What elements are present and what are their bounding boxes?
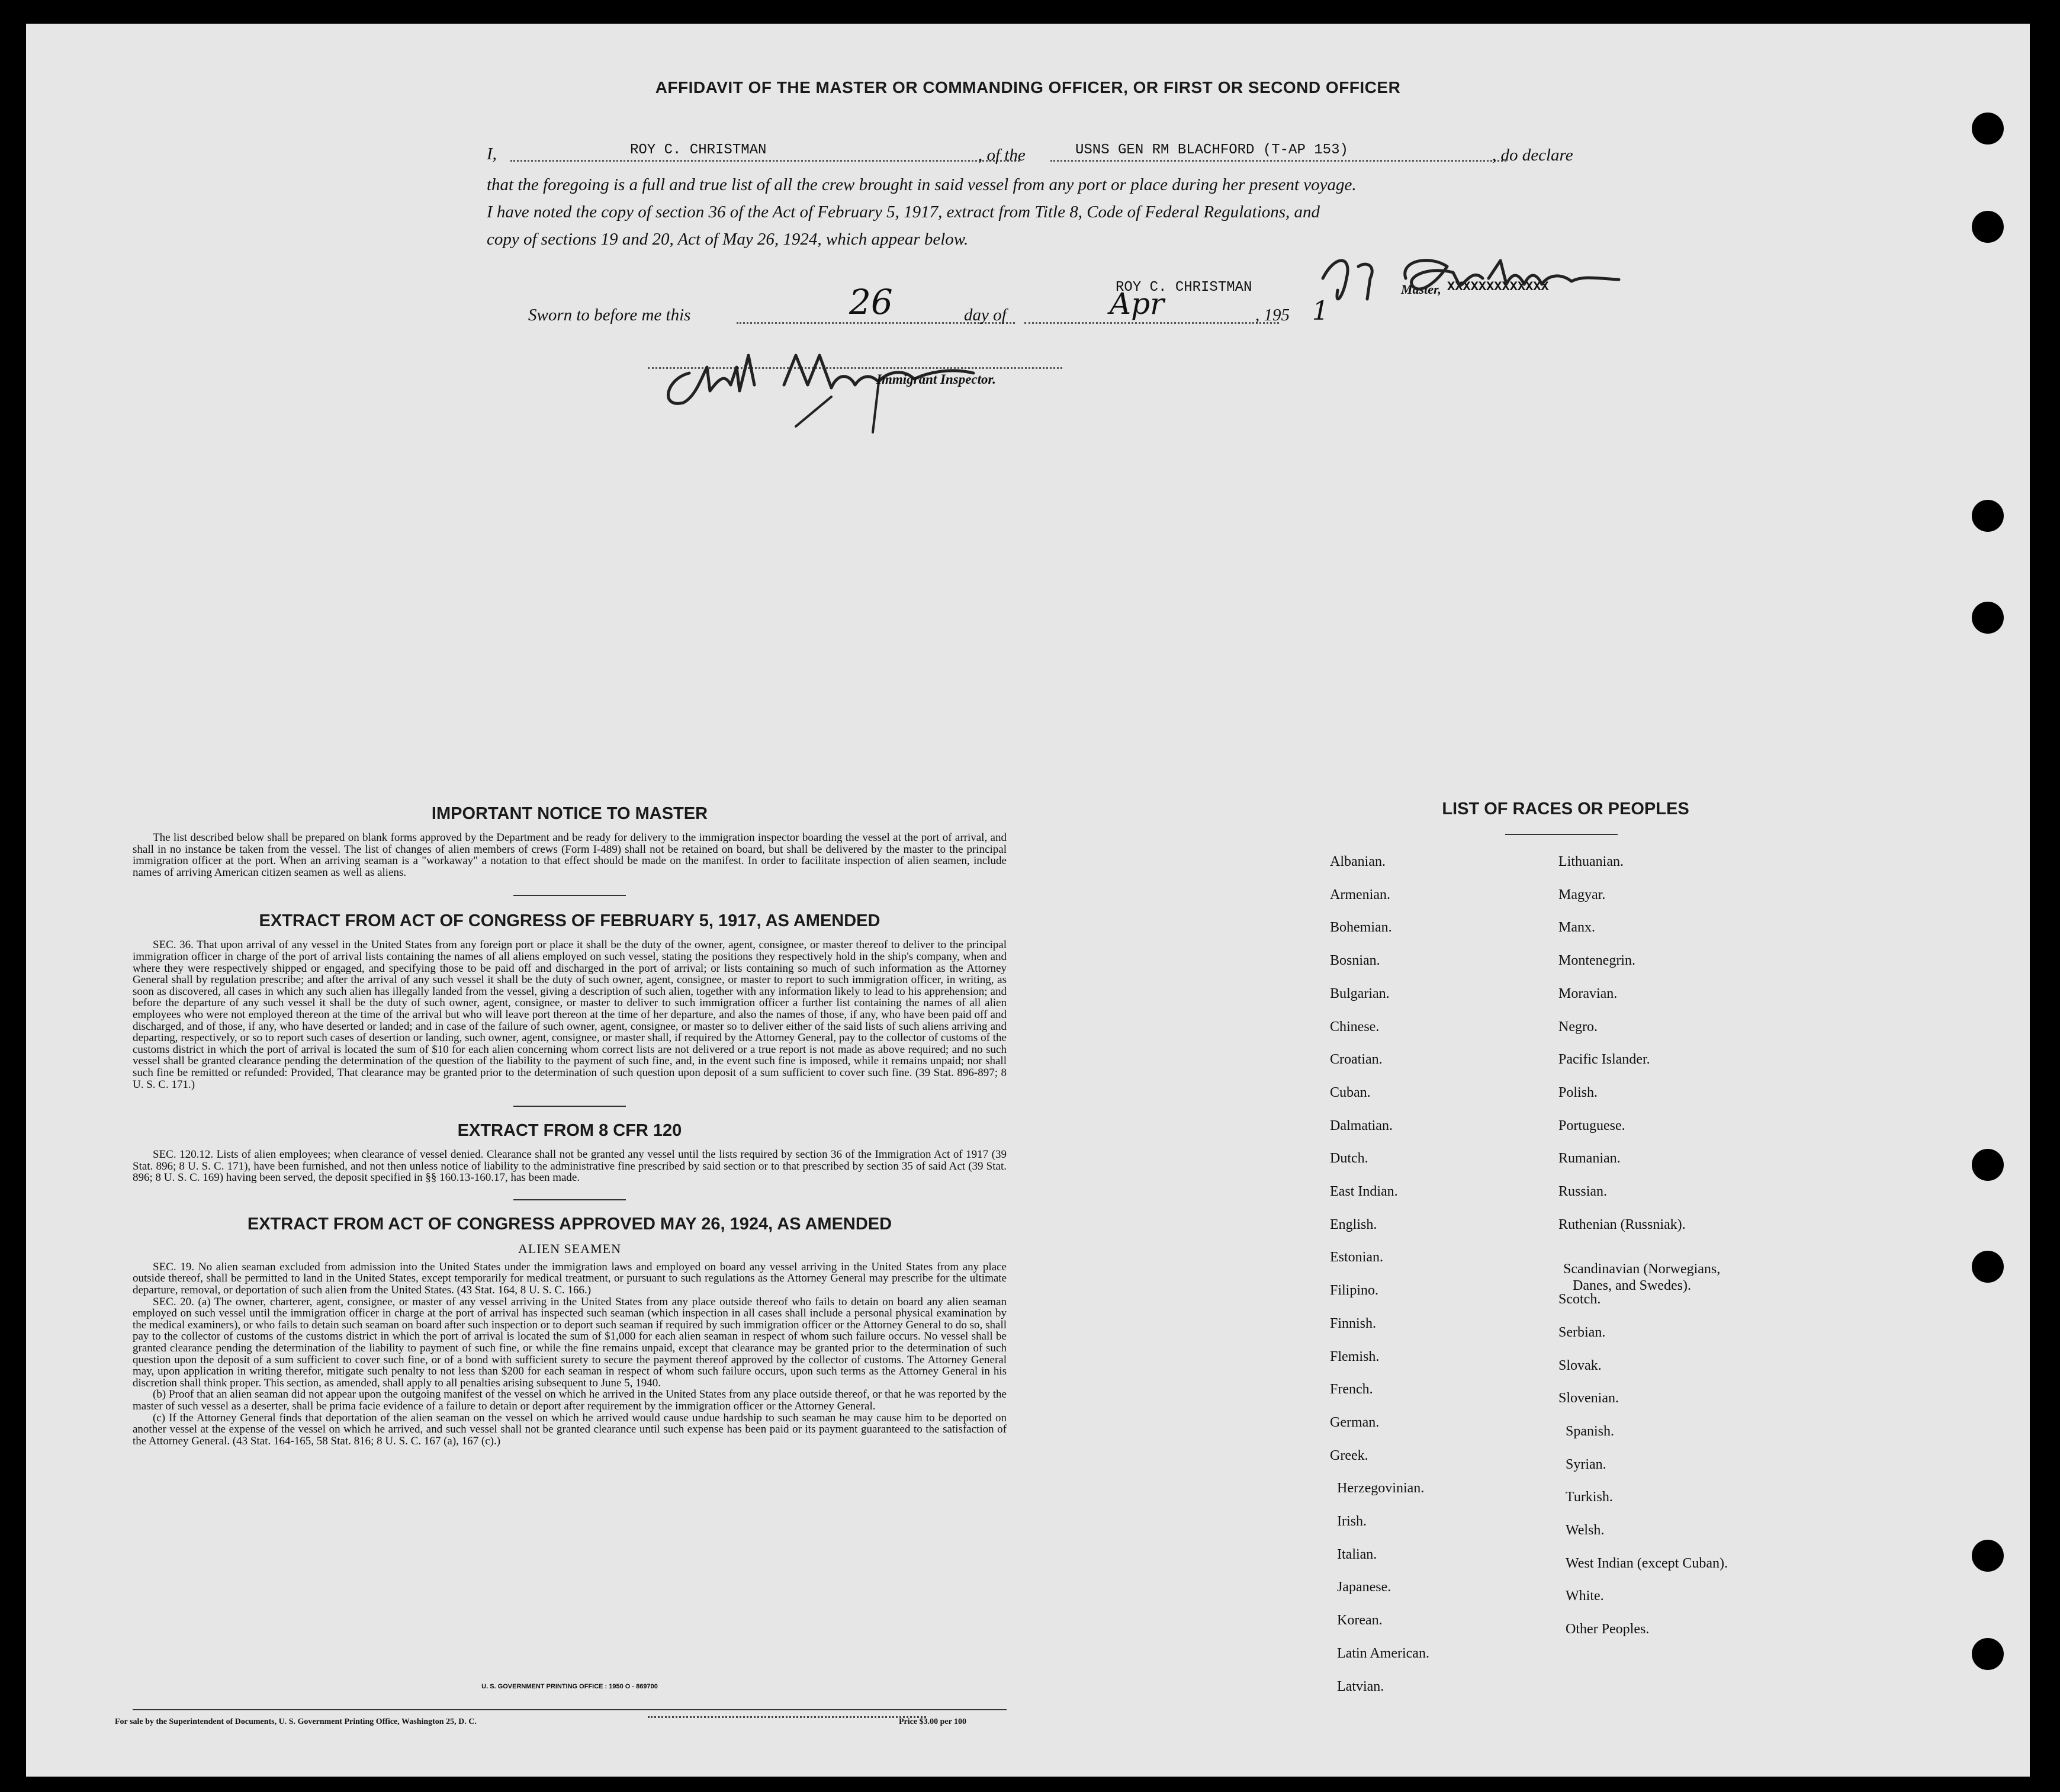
signer-typed: ROY C. CHRISTMAN xyxy=(1116,280,1252,296)
punch-hole-icon xyxy=(1972,500,2004,532)
vessel-line xyxy=(1050,160,1506,162)
race-item: Flemish. xyxy=(1330,1348,1380,1364)
sworn-label: Sworn to before me this xyxy=(528,306,691,325)
race-item: Bohemian. xyxy=(1330,920,1392,936)
race-item: Latin American. xyxy=(1337,1645,1429,1661)
extract-1924-title: EXTRACT FROM ACT OF CONGRESS APPROVED MAY 26, 1924, AS AMENDED xyxy=(247,1214,892,1234)
master-signature-icon xyxy=(1311,243,1643,320)
punch-hole-icon xyxy=(1972,602,2004,634)
do-declare-label: , do declare xyxy=(1492,146,1573,165)
divider xyxy=(513,1199,626,1200)
sec-20a: SEC. 20. (a) The owner, charterer, agent, consignee, or master of any vessel arriving in the United States from any place outside thereof who fails to detain on board any alien seaman employed on such vessel until the immigration officer in charge at the port of arrival has inspected such seaman (which inspection in all cases shall include a personal physical examination by the medical examiners), or who fails to detain such seaman on board after such inspection or to deport such seaman if required by such immigration officer or the Attorney General to do so, shall pay to the collector of customs of the customs district in which the port of arrival is located the sum of $1,000 for each alien seaman in respect of whom such failure occurs. No vessel shall be granted clearance pending the determination of the liability to payment of such fine, or while the fine remains unpaid, except that clearance may be granted prior to the determination of such question upon the deposit of a sum sufficient to cover such fine, or of a bond with sufficient surety to secure the payment thereof approved by the collector of customs. The Attorney General may, upon application in writing therefor, mitigate such penalty to not less than $200 for each seaman in respect of whom such failure occurs, upon such terms as the Attorney General in his discretion shall think proper. This section, as amended, shall apply to all penalties arising subsequent to June 5, 1940. xyxy=(133,1295,1007,1389)
race-item: Welsh. xyxy=(1566,1523,1605,1538)
i-label: I, xyxy=(487,144,497,163)
vessel-name-typed: USNS GEN RM BLACHFORD (T-AP 153) xyxy=(1075,142,1348,158)
sec-19: SEC. 19. No alien seaman excluded from admission into the United States under the immigration laws and employed on board any vessel arriving in the United States from any place outside thereof, shall be permitted to land in the United States, except temporarily for medical treatment, or pursuant to such regulations as the Attorney General may prescribe for the ultimate departure, removal, or deportation of such alien from the United States. (43 Stat. 164, 8 U. S. C. 166.) xyxy=(133,1260,1007,1297)
race-item: Korean. xyxy=(1337,1613,1383,1629)
footer-left: For sale by the Superintendent of Documents, U. S. Government Printing Office, Washington 25, D. C. xyxy=(115,1717,477,1726)
race-item: Latvian. xyxy=(1337,1678,1384,1694)
sworn-day-handwritten: 26 xyxy=(849,282,893,322)
cfr-text: Lists of alien employees; when clearance of vessel denied. Clearance shall not be granted any vessel until the lists required by section 36 of the Immigration Act of 1917 (39 Stat. 896; 8 U. S. C. 171), have been furnished, and not then unless notice of liability to the administrative fine prescribed by said section or to that prescribed by section 35 of said Act (39 Stat. 896; 8 U. S. C. 169) having been served, the deposit specified in §§ 160.13-160.17, has been made. xyxy=(133,1148,1007,1184)
race-item: Montenegrin. xyxy=(1558,953,1635,969)
race-item: East Indian. xyxy=(1330,1184,1398,1199)
race-item: Estonian. xyxy=(1330,1250,1383,1266)
race-item: Pacific Islander. xyxy=(1558,1052,1650,1068)
extract-1917-text: That upon arrival of any vessel in the United States from any foreign port or place it shall be the duty of the owner, agent, consignee, or master thereof to deliver to the principal immigration officer in charge of the port of arrival lists containing the names of all aliens employed on such vessel, stating the positions they respectively hold in the ship's company, when and where they were respectively shipped or engaged, and specifying those to be paid off and discharged in the port of arrival; or lists containing so much of such information as the Attorney General shall by regulation prescribe; and after the arrival of any such vessel it shall be the duty of such owner, agent, consignee, or master to report to such immigration officer, in writing, as soon as discovered, all cases in which any such alien has illegally landed from the vessel, giving a description of such alien, together with any information likely to lead to his apprehension; and before the departure of any such vessel it shall be the duty of such owner, agent, consignee, or master to deliver to such immigration officer a further list containing the names of all alien employees who were not employed thereon at the time of the arrival but who will leave port thereon at the time of her departure, and also the names of those, if any, who have been paid off and discharged, and of those, if any, who have deserted or landed; and in case of the failure of such owner, agent, consignee, or master so to deliver either of the said lists of such aliens arriving and departing, respectively, or so to report such cases of desertion or landing, such owner, agent, consignee, or master shall, if required by the Attorney General, pay to the collector of customs of the customs district in which the port of arrival is located the sum of $10 for each alien concerning whom correct lists are not delivered or a true report is not made as above required; and no such vessel shall be granted clearance pending the determination of the question of the liability to the payment of such fine, and, in the event such fine is imposed, while it remains unpaid; nor shall such fine be remitted or refunded: Provided, That clearance may be granted prior to the determination of such question upon deposit of a sum sufficient to cover such fine. (39 Stat. 896-897; 8 U. S. C. 171.) xyxy=(133,939,1007,1091)
race-item: Manx. xyxy=(1558,920,1595,936)
race-item: Slovak. xyxy=(1558,1357,1602,1373)
race-item: Japanese. xyxy=(1337,1579,1391,1595)
race-item: Danes, and Swedes). xyxy=(1573,1278,1691,1293)
race-item: Rumanian. xyxy=(1558,1151,1621,1167)
race-item: Greek. xyxy=(1330,1447,1368,1463)
race-item: Bulgarian. xyxy=(1330,985,1390,1001)
race-item: Scandinavian (Norwegians, xyxy=(1563,1261,1721,1277)
year-handwritten: 1 xyxy=(1312,296,1329,326)
notice-title: IMPORTANT NOTICE TO MASTER xyxy=(431,804,708,823)
cfr-title: EXTRACT FROM 8 CFR 120 xyxy=(457,1121,682,1141)
punch-hole-icon xyxy=(1972,1540,2004,1572)
race-item: Moravian. xyxy=(1558,985,1618,1001)
race-item: Cuban. xyxy=(1330,1084,1371,1100)
declaration-line-2: that the foregoing is a full and true list of all the crew brought in said vessel from any port or place during her present voyage. xyxy=(487,175,1357,194)
extract-1917-body xyxy=(133,939,1007,1090)
punch-hole-icon xyxy=(1972,1149,2004,1181)
race-item: Other Peoples. xyxy=(1566,1621,1650,1637)
race-item: White. xyxy=(1566,1588,1604,1604)
divider xyxy=(513,895,626,896)
document-page xyxy=(26,24,2030,1777)
extract-1917-sec: SEC. 36. xyxy=(153,939,194,952)
race-item: Chinese. xyxy=(1330,1019,1380,1035)
race-item: Dutch. xyxy=(1330,1151,1368,1167)
race-item: Lithuanian. xyxy=(1558,854,1624,869)
race-item: English. xyxy=(1330,1216,1377,1232)
sec-20c: (c) If the Attorney General finds that deportation of the alien seaman on the vessel on which he arrived would cause undue hardship to such seaman he may cause him to be deported on another vessel at the expense of the vessel on which he arrived, and such vessel shall not be granted clearance until such expense has been paid or its payment guaranteed to the satisfaction of the Attorney General. (43 Stat. 164-165, 58 Stat. 816; 8 U. S. C. 167 (a), 167 (c).) xyxy=(133,1411,1007,1447)
inspector-label: Immigrant Inspector. xyxy=(876,372,996,387)
footer-dots xyxy=(648,1716,926,1718)
race-item: Italian. xyxy=(1337,1546,1377,1562)
sworn-month-line xyxy=(1024,322,1279,324)
race-item: Armenian. xyxy=(1330,887,1390,903)
punch-hole-icon xyxy=(1972,211,2004,243)
footer-right: Price $3.00 per 100 xyxy=(899,1717,967,1726)
master-title-struck: XXXXXXXXXXXXX xyxy=(1447,280,1549,294)
race-item: Herzegovinian. xyxy=(1337,1481,1425,1496)
sworn-month-handwritten: Apr xyxy=(1110,287,1165,321)
race-item: Bosnian. xyxy=(1330,953,1380,969)
race-item: West Indian (except Cuban). xyxy=(1566,1555,1728,1571)
gpo-imprint: U. S. GOVERNMENT PRINTING OFFICE : 1950 O - 869700 xyxy=(481,1683,658,1690)
race-item: Filipino. xyxy=(1330,1283,1379,1299)
race-item: German. xyxy=(1330,1414,1380,1430)
race-item: Croatian. xyxy=(1330,1052,1383,1068)
day-of-label: day of xyxy=(964,306,1007,325)
declaration-line-4: copy of sections 19 and 20, Act of May 26, 1924, which appear below. xyxy=(487,230,969,249)
race-item: Russian. xyxy=(1558,1184,1608,1199)
race-item: Polish. xyxy=(1558,1084,1598,1100)
punch-hole-icon xyxy=(1972,1251,2004,1283)
of-the-label: , of the xyxy=(978,146,1026,165)
punch-hole-icon xyxy=(1972,1638,2004,1670)
master-label: Master, xyxy=(1401,282,1441,297)
race-item: Slovenian. xyxy=(1558,1390,1619,1406)
races-title: LIST OF RACES OR PEOPLES xyxy=(1442,799,1689,818)
race-item: Syrian. xyxy=(1566,1456,1606,1472)
races-divider xyxy=(1505,834,1618,835)
race-item: Spanish. xyxy=(1566,1423,1615,1439)
alien-seamen-subtitle: ALIEN SEAMEN xyxy=(518,1241,621,1256)
extract-1917-title: EXTRACT FROM ACT OF CONGRESS OF FEBRUARY 5, 1917, AS AMENDED xyxy=(259,911,880,931)
cfr-sec: SEC. 120.12. xyxy=(153,1148,214,1161)
race-item: Magyar. xyxy=(1558,887,1606,903)
race-item: Portuguese. xyxy=(1558,1117,1625,1133)
cfr-body xyxy=(133,1149,1007,1184)
declaration-line-3: I have noted the copy of section 36 of the Act of February 5, 1917, extract from Title 8, Code of Federal Regulations, and xyxy=(487,203,1320,221)
race-item: Ruthenian (Russniak). xyxy=(1558,1216,1686,1232)
master-name-typed: ROY C. CHRISTMAN xyxy=(630,142,767,158)
affidavit-title: AFFIDAVIT OF THE MASTER OR COMMANDING OFFICER, OR FIRST OR SECOND OFFICER xyxy=(655,78,1401,97)
sec-20b: (b) Proof that an alien seaman did not appear upon the outgoing manifest of the vessel on which he arrived in the United States from any place outside thereof, or that he was reported by the master of such vessel as a deserter, shall be prima facie evidence of a failure to detain or deport after requirement by the immigration officer or the Attorney General. xyxy=(133,1388,1007,1412)
notice-body: The list described below shall be prepared on blank forms approved by the Department and be ready for delivery to the immigration inspector boarding the vessel at the port of arrival, and shall in no instance be taken from the vessel. The list of changes of alien members of crews (Form I-489) shall not be retained on board, but shall be delivered by the master to the principal immigration officer at the port. When an arriving seaman is a "workaway" a notation to that effect should be made on the manifest. In order to facilitate inspection of alien seamen, include names of arriving American citizen seamen as well as aliens. xyxy=(133,831,1007,879)
name-line xyxy=(510,160,1020,162)
notices-column xyxy=(133,804,1007,1447)
race-item: Scotch. xyxy=(1558,1292,1601,1308)
divider xyxy=(513,1106,626,1107)
race-item: Irish. xyxy=(1337,1514,1367,1529)
race-item: Dalmatian. xyxy=(1330,1117,1393,1133)
race-item: Serbian. xyxy=(1558,1324,1606,1340)
race-item: Negro. xyxy=(1558,1019,1598,1035)
race-item: Albanian. xyxy=(1330,854,1386,869)
punch-hole-icon xyxy=(1972,113,2004,144)
footer-rule xyxy=(133,1709,1007,1710)
race-item: Turkish. xyxy=(1566,1489,1613,1505)
race-item: Finnish. xyxy=(1330,1315,1377,1331)
year-label: , 195 xyxy=(1255,306,1290,325)
race-item: French. xyxy=(1330,1382,1373,1398)
